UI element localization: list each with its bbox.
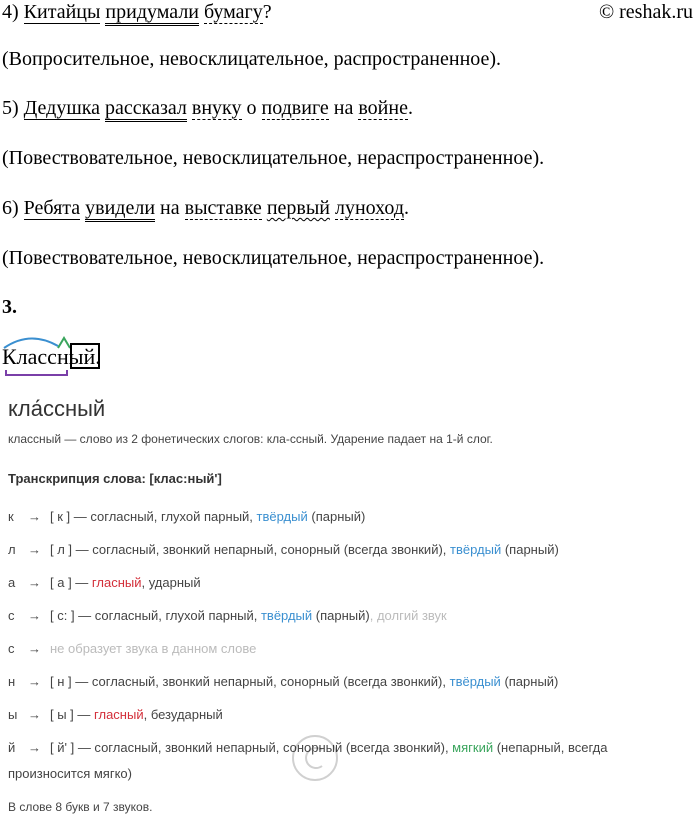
arrow-icon: → <box>28 740 41 755</box>
phonetic-note: , ударный <box>141 575 201 590</box>
subject-word: Китайцы <box>23 1 101 23</box>
phonetic-letter: н <box>8 674 16 689</box>
predicate-word: увидели <box>85 197 155 222</box>
punctuation: ? <box>262 1 272 23</box>
morpheme-parse <box>0 330 140 380</box>
phonetic-row <box>8 542 559 557</box>
punctuation: . <box>404 197 410 219</box>
phonetic-row <box>8 509 365 524</box>
phonetic-extra: , долгий звук <box>369 608 447 623</box>
phonetic-letter: й <box>8 740 16 755</box>
sentence-number: 5) <box>2 97 24 119</box>
object-word: луноход <box>334 197 405 219</box>
phonetic-sound: [ л ] <box>50 542 73 557</box>
letter-sound-count: В слове 8 букв и 7 звуков. <box>8 800 153 814</box>
sentence-number: 6) <box>2 197 24 219</box>
phonetic-note: (парный) <box>307 509 366 524</box>
phonetic-sound: [ а ] <box>50 575 72 590</box>
section-number: 3. <box>2 296 17 318</box>
predicate-word: рассказал <box>105 97 187 122</box>
phonetic-sound: [ к ] <box>50 509 71 524</box>
stem-bracket-icon <box>6 370 67 375</box>
phonetic-description: — согласный, звонкий непарный, сонорный (всегда звонкий), <box>72 542 451 557</box>
phonetic-letter: с <box>8 641 15 656</box>
phonetic-description: — согласный, звонкий непарный, сонорный (всегда звонкий), <box>71 674 450 689</box>
phonetic-sound: [ ы ] <box>50 707 74 722</box>
phonetic-note: , безударный <box>143 707 223 722</box>
arrow-icon: → <box>28 641 41 656</box>
object-word: внуку <box>191 97 242 119</box>
sentence-6-description: (Повествовательное, невосклицательное, нераспространенное). <box>2 247 545 269</box>
parsed-word: Классный. <box>2 344 101 369</box>
phonetic-description: — <box>73 707 95 722</box>
phonetic-description: не образует звука в данном слове <box>50 641 257 656</box>
object-word: бумагу <box>204 1 263 23</box>
adverbial-word: войне <box>358 97 408 119</box>
word-ending: ый <box>68 344 96 369</box>
phonetic-quality: гласный <box>91 575 142 590</box>
punctuation: . <box>407 97 413 119</box>
attribute-word: первый <box>266 197 330 219</box>
arrow-icon: → <box>28 707 41 722</box>
sentence-4 <box>2 0 272 24</box>
phonetic-row <box>8 740 607 755</box>
row-continuation: произносится мягко) <box>8 766 132 781</box>
sentence-4-description: (Вопросительное, невосклицательное, распространенное). <box>2 48 502 70</box>
arrow-icon: → <box>28 608 41 623</box>
phonetic-quality: мягкий <box>452 740 494 755</box>
phonetic-sound: [ с: ] <box>50 608 75 623</box>
phonetic-quality: твёрдый <box>256 509 308 524</box>
phonetic-row <box>8 674 558 689</box>
phonetic-letter: с <box>8 608 15 623</box>
adverbial-word: выставке <box>184 197 262 219</box>
arrow-icon: → <box>28 509 41 524</box>
card-transcription: Транскрипция слова: [клас:ный'] <box>8 471 222 486</box>
phonetic-quality: твёрдый <box>260 608 313 623</box>
phonetic-row <box>8 641 256 656</box>
word-stem: Классн <box>2 344 69 369</box>
phonetic-quality: гласный <box>94 707 144 722</box>
sentence-5-description: (Повествовательное, невосклицательное, нераспространенное). <box>2 147 545 169</box>
predicate-word: придумали <box>105 1 199 26</box>
phonetic-letter: л <box>8 542 16 557</box>
card-title: кла́ссный <box>8 396 106 421</box>
object-word: подвиге <box>261 97 329 119</box>
phonetic-description: — согласный, звонкий непарный, сонорный (всегда звонкий), <box>74 740 453 755</box>
phonetic-letter: к <box>8 509 14 524</box>
subject-word: Дедушка <box>23 97 101 119</box>
sentence-5: 5) Дедушка рассказал внуку о подвиге на войне. <box>2 96 413 120</box>
arrow-icon: → <box>28 674 41 689</box>
subject-word: Ребята <box>23 197 81 219</box>
phonetic-quality: твёрдый <box>450 542 502 557</box>
phonetic-quality: твёрдый <box>449 674 501 689</box>
reshak-watermark: © reshak.ru <box>598 1 693 23</box>
phonetic-description: — <box>71 575 92 590</box>
phonetic-sound: [ й' ] <box>50 740 75 755</box>
phonetic-description: — согласный, глухой парный, <box>70 509 257 524</box>
ending-box-icon <box>70 343 100 369</box>
phonetic-note: (парный) <box>312 608 370 623</box>
phonetic-sound: [ н ] <box>50 674 72 689</box>
phonetic-letter: ы <box>8 707 18 722</box>
phonetic-note: (парный) <box>500 674 559 689</box>
phonetic-row <box>8 575 201 590</box>
phonetic-row <box>8 707 223 722</box>
sentence-number: 4) <box>2 1 24 23</box>
phonetic-letter: а <box>8 575 16 590</box>
card-description: классный — слово из 2 фонетических слогов: кла-ссный. Ударение падает на 1-й слог. <box>8 432 493 446</box>
phonetic-note: (непарный, всегда <box>493 740 608 755</box>
phonetic-description: — согласный, глухой парный, <box>74 608 261 623</box>
arrow-icon: → <box>28 575 41 590</box>
phonetic-row <box>8 608 447 623</box>
arrow-icon: → <box>28 542 41 557</box>
phonetic-note: (парный) <box>501 542 559 557</box>
sentence-6: 6) Ребята увидели на выставке первый луноход. <box>2 196 409 220</box>
